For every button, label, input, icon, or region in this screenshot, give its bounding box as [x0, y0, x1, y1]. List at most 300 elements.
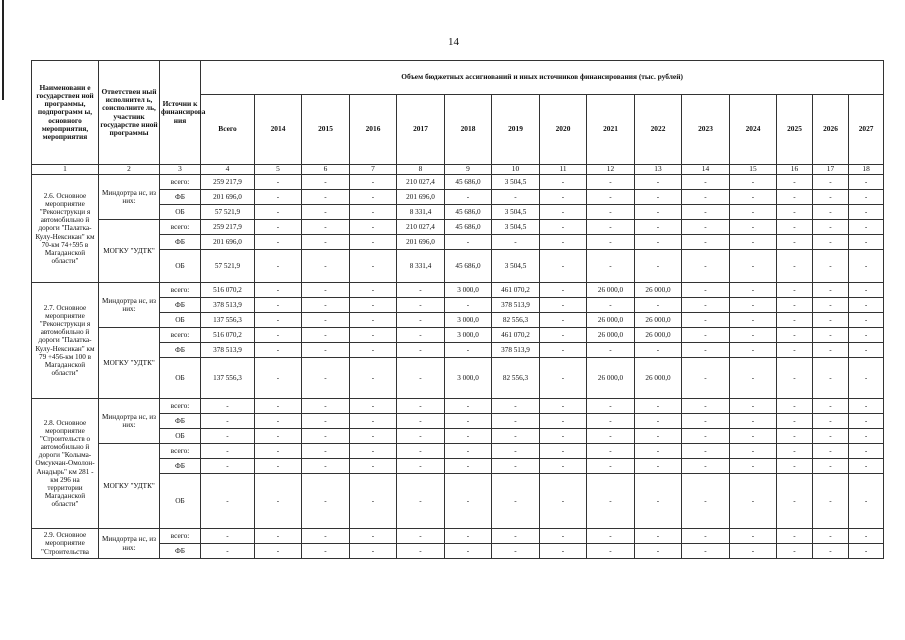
- value-cell: -: [813, 235, 849, 250]
- value-cell: -: [492, 429, 540, 444]
- value-cell: -: [730, 190, 777, 205]
- value-cell: -: [587, 544, 635, 559]
- value-cell: -: [540, 358, 587, 399]
- value-cell: -: [730, 235, 777, 250]
- value-cell: -: [682, 429, 730, 444]
- value-cell: -: [635, 474, 682, 529]
- value-cell: -: [587, 250, 635, 283]
- header-year: 2023: [682, 95, 730, 165]
- column-number: 10: [492, 165, 540, 175]
- value-cell: -: [255, 190, 302, 205]
- value-cell: -: [350, 343, 397, 358]
- responsible-cell: Миндортра нс, из них:: [99, 399, 160, 444]
- value-cell: -: [777, 313, 813, 328]
- value-cell: -: [540, 175, 587, 190]
- column-number: 13: [635, 165, 682, 175]
- value-cell: 57 521,9: [201, 250, 255, 283]
- value-cell: -: [397, 529, 445, 544]
- value-cell: -: [397, 328, 445, 343]
- value-cell: -: [730, 544, 777, 559]
- value-cell: -: [397, 399, 445, 414]
- value-cell: -: [540, 283, 587, 298]
- value-cell: -: [730, 429, 777, 444]
- value-cell: -: [350, 175, 397, 190]
- value-cell: -: [635, 298, 682, 313]
- value-cell: -: [445, 544, 492, 559]
- value-cell: -: [849, 529, 884, 544]
- value-cell: -: [540, 529, 587, 544]
- value-cell: -: [540, 220, 587, 235]
- value-cell: -: [350, 529, 397, 544]
- value-cell: -: [350, 298, 397, 313]
- value-cell: -: [777, 298, 813, 313]
- value-cell: 210 027,4: [397, 220, 445, 235]
- value-cell: -: [635, 444, 682, 459]
- value-cell: -: [682, 529, 730, 544]
- value-cell: -: [397, 358, 445, 399]
- value-cell: -: [587, 205, 635, 220]
- value-cell: -: [445, 444, 492, 459]
- value-cell: -: [302, 313, 350, 328]
- value-cell: -: [492, 235, 540, 250]
- value-cell: -: [302, 544, 350, 559]
- header-source: Источни к финансирова ния: [160, 61, 201, 165]
- value-cell: -: [255, 459, 302, 474]
- value-cell: -: [255, 283, 302, 298]
- value-cell: -: [813, 313, 849, 328]
- value-cell: -: [540, 429, 587, 444]
- value-cell: -: [682, 399, 730, 414]
- value-cell: -: [730, 444, 777, 459]
- value-cell: -: [540, 459, 587, 474]
- value-cell: 210 027,4: [397, 175, 445, 190]
- value-cell: -: [540, 444, 587, 459]
- value-cell: -: [730, 328, 777, 343]
- value-cell: -: [813, 250, 849, 283]
- value-cell: -: [587, 474, 635, 529]
- value-cell: -: [201, 474, 255, 529]
- value-cell: -: [587, 220, 635, 235]
- source-cell: ФБ: [160, 298, 201, 313]
- value-cell: -: [350, 313, 397, 328]
- value-cell: -: [849, 283, 884, 298]
- header-volume: Объем бюджетных ассигнований и иных источников финансирования (тыс. рублей): [201, 61, 884, 95]
- value-cell: -: [302, 283, 350, 298]
- value-cell: -: [587, 529, 635, 544]
- value-cell: -: [397, 474, 445, 529]
- value-cell: -: [587, 429, 635, 444]
- value-cell: -: [635, 429, 682, 444]
- value-cell: -: [730, 250, 777, 283]
- value-cell: -: [813, 529, 849, 544]
- table-row: [32, 343, 884, 358]
- value-cell: -: [730, 459, 777, 474]
- value-cell: -: [445, 529, 492, 544]
- column-number: 14: [682, 165, 730, 175]
- value-cell: -: [201, 399, 255, 414]
- value-cell: -: [302, 220, 350, 235]
- source-cell: ФБ: [160, 459, 201, 474]
- value-cell: 26 000,0: [635, 313, 682, 328]
- value-cell: 57 521,9: [201, 205, 255, 220]
- table-row: [32, 328, 884, 343]
- value-cell: -: [849, 399, 884, 414]
- value-cell: 378 513,9: [201, 298, 255, 313]
- column-number: 11: [540, 165, 587, 175]
- column-number: 15: [730, 165, 777, 175]
- value-cell: -: [635, 399, 682, 414]
- value-cell: -: [813, 474, 849, 529]
- header-year: 2015: [302, 95, 350, 165]
- value-cell: -: [255, 474, 302, 529]
- value-cell: -: [397, 343, 445, 358]
- value-cell: -: [540, 298, 587, 313]
- header-year: 2021: [587, 95, 635, 165]
- value-cell: -: [682, 544, 730, 559]
- source-cell: всего:: [160, 328, 201, 343]
- table-row: [32, 313, 884, 328]
- header-year: 2027: [849, 95, 884, 165]
- value-cell: -: [777, 190, 813, 205]
- value-cell: -: [397, 429, 445, 444]
- value-cell: -: [813, 175, 849, 190]
- value-cell: -: [730, 175, 777, 190]
- value-cell: -: [777, 205, 813, 220]
- value-cell: -: [255, 529, 302, 544]
- value-cell: -: [255, 358, 302, 399]
- header-numbers-row: [32, 165, 884, 175]
- value-cell: -: [255, 250, 302, 283]
- value-cell: -: [849, 544, 884, 559]
- responsible-cell: Миндортра нс, из них:: [99, 529, 160, 559]
- value-cell: -: [635, 235, 682, 250]
- value-cell: -: [492, 544, 540, 559]
- value-cell: -: [813, 343, 849, 358]
- value-cell: 82 556,3: [492, 313, 540, 328]
- value-cell: -: [849, 459, 884, 474]
- value-cell: -: [777, 414, 813, 429]
- source-cell: ФБ: [160, 414, 201, 429]
- header-year: 2019: [492, 95, 540, 165]
- column-number: 7: [350, 165, 397, 175]
- value-cell: -: [682, 175, 730, 190]
- value-cell: -: [397, 544, 445, 559]
- value-cell: -: [587, 343, 635, 358]
- value-cell: -: [201, 429, 255, 444]
- header-year: 2024: [730, 95, 777, 165]
- value-cell: -: [682, 459, 730, 474]
- value-cell: -: [302, 175, 350, 190]
- value-cell: -: [635, 529, 682, 544]
- value-cell: -: [777, 474, 813, 529]
- value-cell: -: [540, 235, 587, 250]
- value-cell: -: [813, 205, 849, 220]
- value-cell: -: [682, 235, 730, 250]
- value-cell: -: [302, 343, 350, 358]
- table-row: [32, 529, 884, 544]
- source-cell: ОБ: [160, 358, 201, 399]
- value-cell: -: [201, 544, 255, 559]
- value-cell: -: [397, 283, 445, 298]
- value-cell: 26 000,0: [587, 328, 635, 343]
- source-cell: всего:: [160, 283, 201, 298]
- value-cell: -: [492, 414, 540, 429]
- value-cell: -: [777, 283, 813, 298]
- value-cell: 3 504,5: [492, 220, 540, 235]
- value-cell: -: [445, 298, 492, 313]
- value-cell: -: [682, 313, 730, 328]
- value-cell: -: [540, 414, 587, 429]
- value-cell: -: [849, 414, 884, 429]
- value-cell: 516 070,2: [201, 328, 255, 343]
- value-cell: 26 000,0: [635, 283, 682, 298]
- value-cell: -: [302, 235, 350, 250]
- table-row: [32, 358, 884, 399]
- value-cell: -: [350, 444, 397, 459]
- value-cell: -: [682, 474, 730, 529]
- value-cell: -: [302, 529, 350, 544]
- header-year: 2022: [635, 95, 682, 165]
- value-cell: -: [492, 444, 540, 459]
- table-row: [32, 250, 884, 283]
- value-cell: -: [777, 343, 813, 358]
- value-cell: -: [255, 220, 302, 235]
- value-cell: -: [635, 250, 682, 283]
- value-cell: -: [682, 444, 730, 459]
- column-number: 3: [160, 165, 201, 175]
- value-cell: -: [777, 459, 813, 474]
- value-cell: 516 070,2: [201, 283, 255, 298]
- value-cell: -: [540, 328, 587, 343]
- column-number: 16: [777, 165, 813, 175]
- value-cell: 201 696,0: [201, 235, 255, 250]
- value-cell: -: [540, 474, 587, 529]
- table-row: [32, 414, 884, 429]
- value-cell: -: [777, 235, 813, 250]
- value-cell: -: [730, 399, 777, 414]
- value-cell: -: [302, 429, 350, 444]
- value-cell: -: [540, 190, 587, 205]
- value-cell: 137 556,3: [201, 313, 255, 328]
- value-cell: -: [730, 313, 777, 328]
- budget-table: [31, 60, 884, 559]
- page-number: 14: [448, 36, 459, 48]
- responsible-cell: МОГКУ "УДТК": [99, 220, 160, 283]
- source-cell: ФБ: [160, 235, 201, 250]
- value-cell: -: [397, 313, 445, 328]
- value-cell: -: [350, 358, 397, 399]
- value-cell: -: [777, 444, 813, 459]
- header-year: 2014: [255, 95, 302, 165]
- value-cell: -: [730, 205, 777, 220]
- value-cell: -: [777, 358, 813, 399]
- value-cell: -: [587, 298, 635, 313]
- value-cell: -: [813, 190, 849, 205]
- value-cell: -: [201, 414, 255, 429]
- table-row: [32, 429, 884, 444]
- value-cell: -: [445, 343, 492, 358]
- value-cell: -: [730, 283, 777, 298]
- header-year: 2016: [350, 95, 397, 165]
- value-cell: -: [813, 544, 849, 559]
- source-cell: ФБ: [160, 190, 201, 205]
- value-cell: -: [682, 190, 730, 205]
- value-cell: 26 000,0: [635, 358, 682, 399]
- value-cell: -: [255, 328, 302, 343]
- value-cell: -: [255, 399, 302, 414]
- column-number: 6: [302, 165, 350, 175]
- value-cell: -: [730, 220, 777, 235]
- source-cell: ОБ: [160, 250, 201, 283]
- value-cell: -: [730, 414, 777, 429]
- source-cell: ОБ: [160, 313, 201, 328]
- value-cell: -: [635, 343, 682, 358]
- value-cell: 201 696,0: [397, 190, 445, 205]
- value-cell: -: [492, 399, 540, 414]
- source-cell: всего:: [160, 399, 201, 414]
- value-cell: -: [849, 313, 884, 328]
- value-cell: -: [682, 358, 730, 399]
- value-cell: 26 000,0: [587, 283, 635, 298]
- value-cell: -: [682, 283, 730, 298]
- value-cell: 259 217,9: [201, 175, 255, 190]
- source-cell: всего:: [160, 220, 201, 235]
- table-row: [32, 544, 884, 559]
- value-cell: -: [540, 343, 587, 358]
- value-cell: -: [587, 459, 635, 474]
- value-cell: -: [813, 298, 849, 313]
- value-cell: -: [635, 459, 682, 474]
- value-cell: -: [540, 205, 587, 220]
- value-cell: -: [302, 399, 350, 414]
- table-row: [32, 220, 884, 235]
- value-cell: 26 000,0: [587, 313, 635, 328]
- source-cell: ФБ: [160, 544, 201, 559]
- value-cell: 201 696,0: [201, 190, 255, 205]
- value-cell: 8 331,4: [397, 250, 445, 283]
- value-cell: -: [587, 414, 635, 429]
- value-cell: -: [813, 444, 849, 459]
- table-row: [32, 190, 884, 205]
- column-number: 4: [201, 165, 255, 175]
- value-cell: -: [445, 414, 492, 429]
- value-cell: -: [445, 235, 492, 250]
- value-cell: -: [813, 429, 849, 444]
- header-year: 2026: [813, 95, 849, 165]
- header-year: 2017: [397, 95, 445, 165]
- value-cell: -: [302, 459, 350, 474]
- column-number: 17: [813, 165, 849, 175]
- responsible-cell: МОГКУ "УДТК": [99, 444, 160, 529]
- value-cell: -: [682, 220, 730, 235]
- column-number: 8: [397, 165, 445, 175]
- header-year: 2018: [445, 95, 492, 165]
- value-cell: -: [350, 190, 397, 205]
- value-cell: -: [587, 235, 635, 250]
- value-cell: -: [777, 328, 813, 343]
- header-program: Наименовани е государствен ной программы, подпрограмм ы, основного мероприятия, мероприятия: [32, 61, 99, 165]
- header-year: 2025: [777, 95, 813, 165]
- column-number: 12: [587, 165, 635, 175]
- value-cell: -: [635, 205, 682, 220]
- value-cell: -: [445, 429, 492, 444]
- value-cell: -: [302, 414, 350, 429]
- value-cell: -: [813, 328, 849, 343]
- value-cell: -: [849, 190, 884, 205]
- value-cell: 378 513,9: [492, 343, 540, 358]
- value-cell: -: [255, 175, 302, 190]
- value-cell: -: [397, 459, 445, 474]
- value-cell: 3 504,5: [492, 175, 540, 190]
- value-cell: -: [445, 190, 492, 205]
- value-cell: -: [635, 190, 682, 205]
- value-cell: -: [302, 298, 350, 313]
- value-cell: -: [813, 220, 849, 235]
- value-cell: -: [635, 220, 682, 235]
- program-name-cell: 2.9. Основное мероприятие "Строительства: [32, 529, 99, 559]
- value-cell: -: [201, 444, 255, 459]
- value-cell: 45 686,0: [445, 205, 492, 220]
- header-responsible: Ответствен ный исполнител ь, соисполните ль, участник государстве нной программы: [99, 61, 160, 165]
- value-cell: -: [777, 250, 813, 283]
- table-body: [32, 175, 884, 559]
- value-cell: 45 686,0: [445, 220, 492, 235]
- value-cell: -: [587, 190, 635, 205]
- value-cell: -: [255, 235, 302, 250]
- value-cell: -: [255, 444, 302, 459]
- value-cell: -: [302, 205, 350, 220]
- value-cell: -: [492, 474, 540, 529]
- value-cell: -: [302, 444, 350, 459]
- value-cell: -: [682, 343, 730, 358]
- value-cell: -: [540, 399, 587, 414]
- value-cell: 378 513,9: [201, 343, 255, 358]
- value-cell: -: [777, 544, 813, 559]
- value-cell: 201 696,0: [397, 235, 445, 250]
- value-cell: 3 504,5: [492, 250, 540, 283]
- value-cell: 82 556,3: [492, 358, 540, 399]
- value-cell: 45 686,0: [445, 175, 492, 190]
- value-cell: -: [813, 283, 849, 298]
- source-cell: ОБ: [160, 205, 201, 220]
- value-cell: -: [540, 250, 587, 283]
- table-row: [32, 205, 884, 220]
- value-cell: -: [682, 328, 730, 343]
- table-row: [32, 283, 884, 298]
- value-cell: -: [777, 429, 813, 444]
- value-cell: -: [302, 358, 350, 399]
- program-name-cell: 2.6. Основное мероприятие "Реконструкци я автомобильно й дороги "Палатка-Кулу-Нексикан" км 70-км 74+595 в Магаданской области": [32, 175, 99, 283]
- table-row: [32, 444, 884, 459]
- value-cell: -: [682, 205, 730, 220]
- value-cell: 461 070,2: [492, 283, 540, 298]
- value-cell: -: [255, 298, 302, 313]
- value-cell: -: [445, 459, 492, 474]
- value-cell: -: [813, 399, 849, 414]
- value-cell: -: [302, 250, 350, 283]
- value-cell: -: [302, 474, 350, 529]
- value-cell: 3 504,5: [492, 205, 540, 220]
- value-cell: -: [255, 414, 302, 429]
- table-row: [32, 235, 884, 250]
- value-cell: -: [397, 414, 445, 429]
- value-cell: -: [587, 399, 635, 414]
- value-cell: -: [730, 343, 777, 358]
- value-cell: -: [813, 459, 849, 474]
- header-year: 2020: [540, 95, 587, 165]
- value-cell: -: [350, 474, 397, 529]
- value-cell: -: [350, 429, 397, 444]
